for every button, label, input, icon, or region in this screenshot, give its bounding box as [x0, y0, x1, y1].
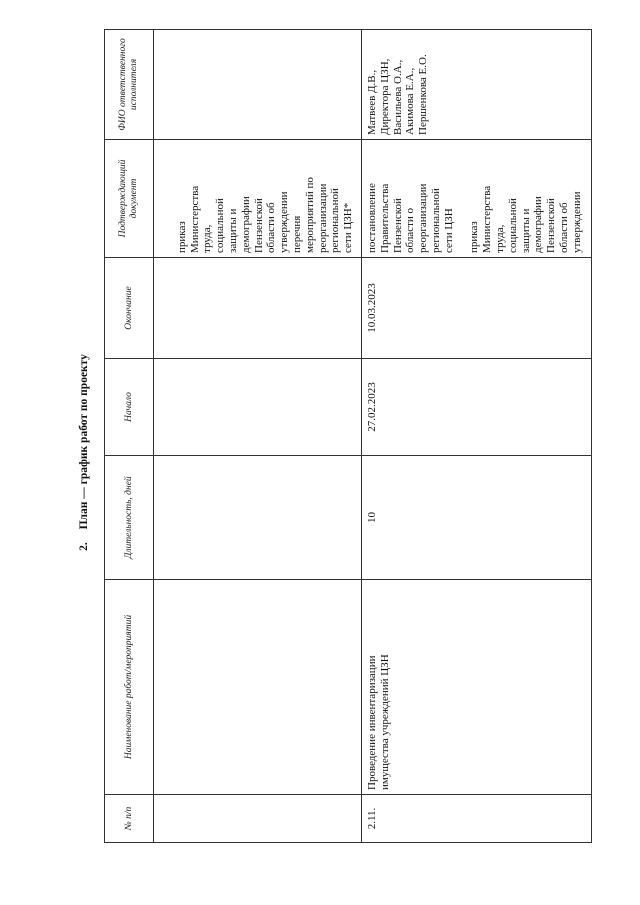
doc-line: Пензенской — [391, 198, 404, 253]
header-doc: Подтверждающий документ — [105, 140, 154, 258]
section-number: 2. — [78, 542, 90, 551]
doc-line: региональной — [429, 188, 442, 253]
name-line: имущества учреждений ЦЗН — [378, 654, 391, 790]
paragraph-gap — [456, 144, 469, 253]
doc-line: утверждении — [278, 191, 291, 253]
table-row — [154, 30, 362, 843]
table-row — [362, 30, 592, 843]
doc-line: приказ — [175, 221, 188, 253]
doc-line: труда, — [201, 224, 214, 253]
person-line: Матвеев Д.В., — [366, 69, 378, 135]
doc-line: социальной — [506, 198, 519, 253]
header-name: Наименование работ/мероприятий — [105, 580, 154, 795]
section-title-text: План — график работ по проекту — [78, 354, 90, 530]
person-line: Директора ЦЗН, — [378, 58, 391, 135]
doc-line: Министерства — [481, 185, 494, 253]
cell-num: 2.11. — [362, 795, 592, 843]
cell-name — [154, 580, 362, 795]
doc-line: приказ — [468, 221, 481, 253]
doc-line: защиты и — [519, 208, 532, 253]
doc-line: труда, — [493, 224, 506, 253]
header-duration: Длительность, дней — [105, 456, 154, 580]
cell-end: 10.03.2023 — [362, 258, 592, 359]
cell-end — [154, 258, 362, 359]
doc-line: постановление — [366, 183, 378, 253]
cell-start — [154, 359, 362, 456]
doc-line: области о — [404, 207, 417, 253]
header-row — [105, 30, 154, 843]
doc-line: реорганизации — [417, 183, 430, 253]
cell-person — [362, 30, 592, 140]
person-line: Першенкова Е.О. — [417, 54, 430, 135]
cell-doc — [154, 140, 362, 258]
name-line: Проведение инвентаризации — [366, 655, 378, 790]
cell-duration — [154, 456, 362, 580]
person-line: Акимова Е.А., — [404, 67, 417, 135]
doc-line: сети ЦЗН — [442, 208, 455, 253]
work-schedule-table — [104, 29, 592, 843]
header-start: Начало — [105, 359, 154, 456]
doc-line: перечня — [291, 215, 304, 253]
doc-line: утверждении — [570, 191, 583, 253]
cell-person — [154, 30, 362, 140]
doc-line: Пензенской — [545, 198, 558, 253]
cell-num — [154, 795, 362, 843]
person-line: Васильева О.А., — [391, 59, 404, 135]
doc-line: защиты и — [227, 208, 240, 253]
cell-start: 27.02.2023 — [362, 359, 592, 456]
doc-line: Министерства — [188, 185, 201, 253]
header-num: № п/п — [105, 795, 154, 843]
header-end: Окончание — [105, 258, 154, 359]
doc-line: региональной — [329, 188, 342, 253]
doc-line: демографии — [532, 196, 545, 253]
doc-line: области об — [265, 202, 278, 253]
doc-line: сети ЦЗН* — [342, 202, 355, 253]
doc-line: демографии — [239, 196, 252, 253]
doc-line: реорганизации — [316, 183, 329, 253]
doc-line: Правительства — [378, 183, 391, 253]
cell-doc — [362, 140, 592, 258]
section-title — [78, 0, 90, 905]
doc-line: мероприятий по — [303, 177, 316, 253]
doc-line: социальной — [214, 198, 227, 253]
header-person: ФИО ответственного исполнителя — [105, 30, 154, 140]
doc-line: области об — [557, 202, 570, 253]
cell-name — [362, 580, 592, 795]
doc-line: Пензенской — [252, 198, 265, 253]
cell-duration: 10 — [362, 456, 592, 580]
